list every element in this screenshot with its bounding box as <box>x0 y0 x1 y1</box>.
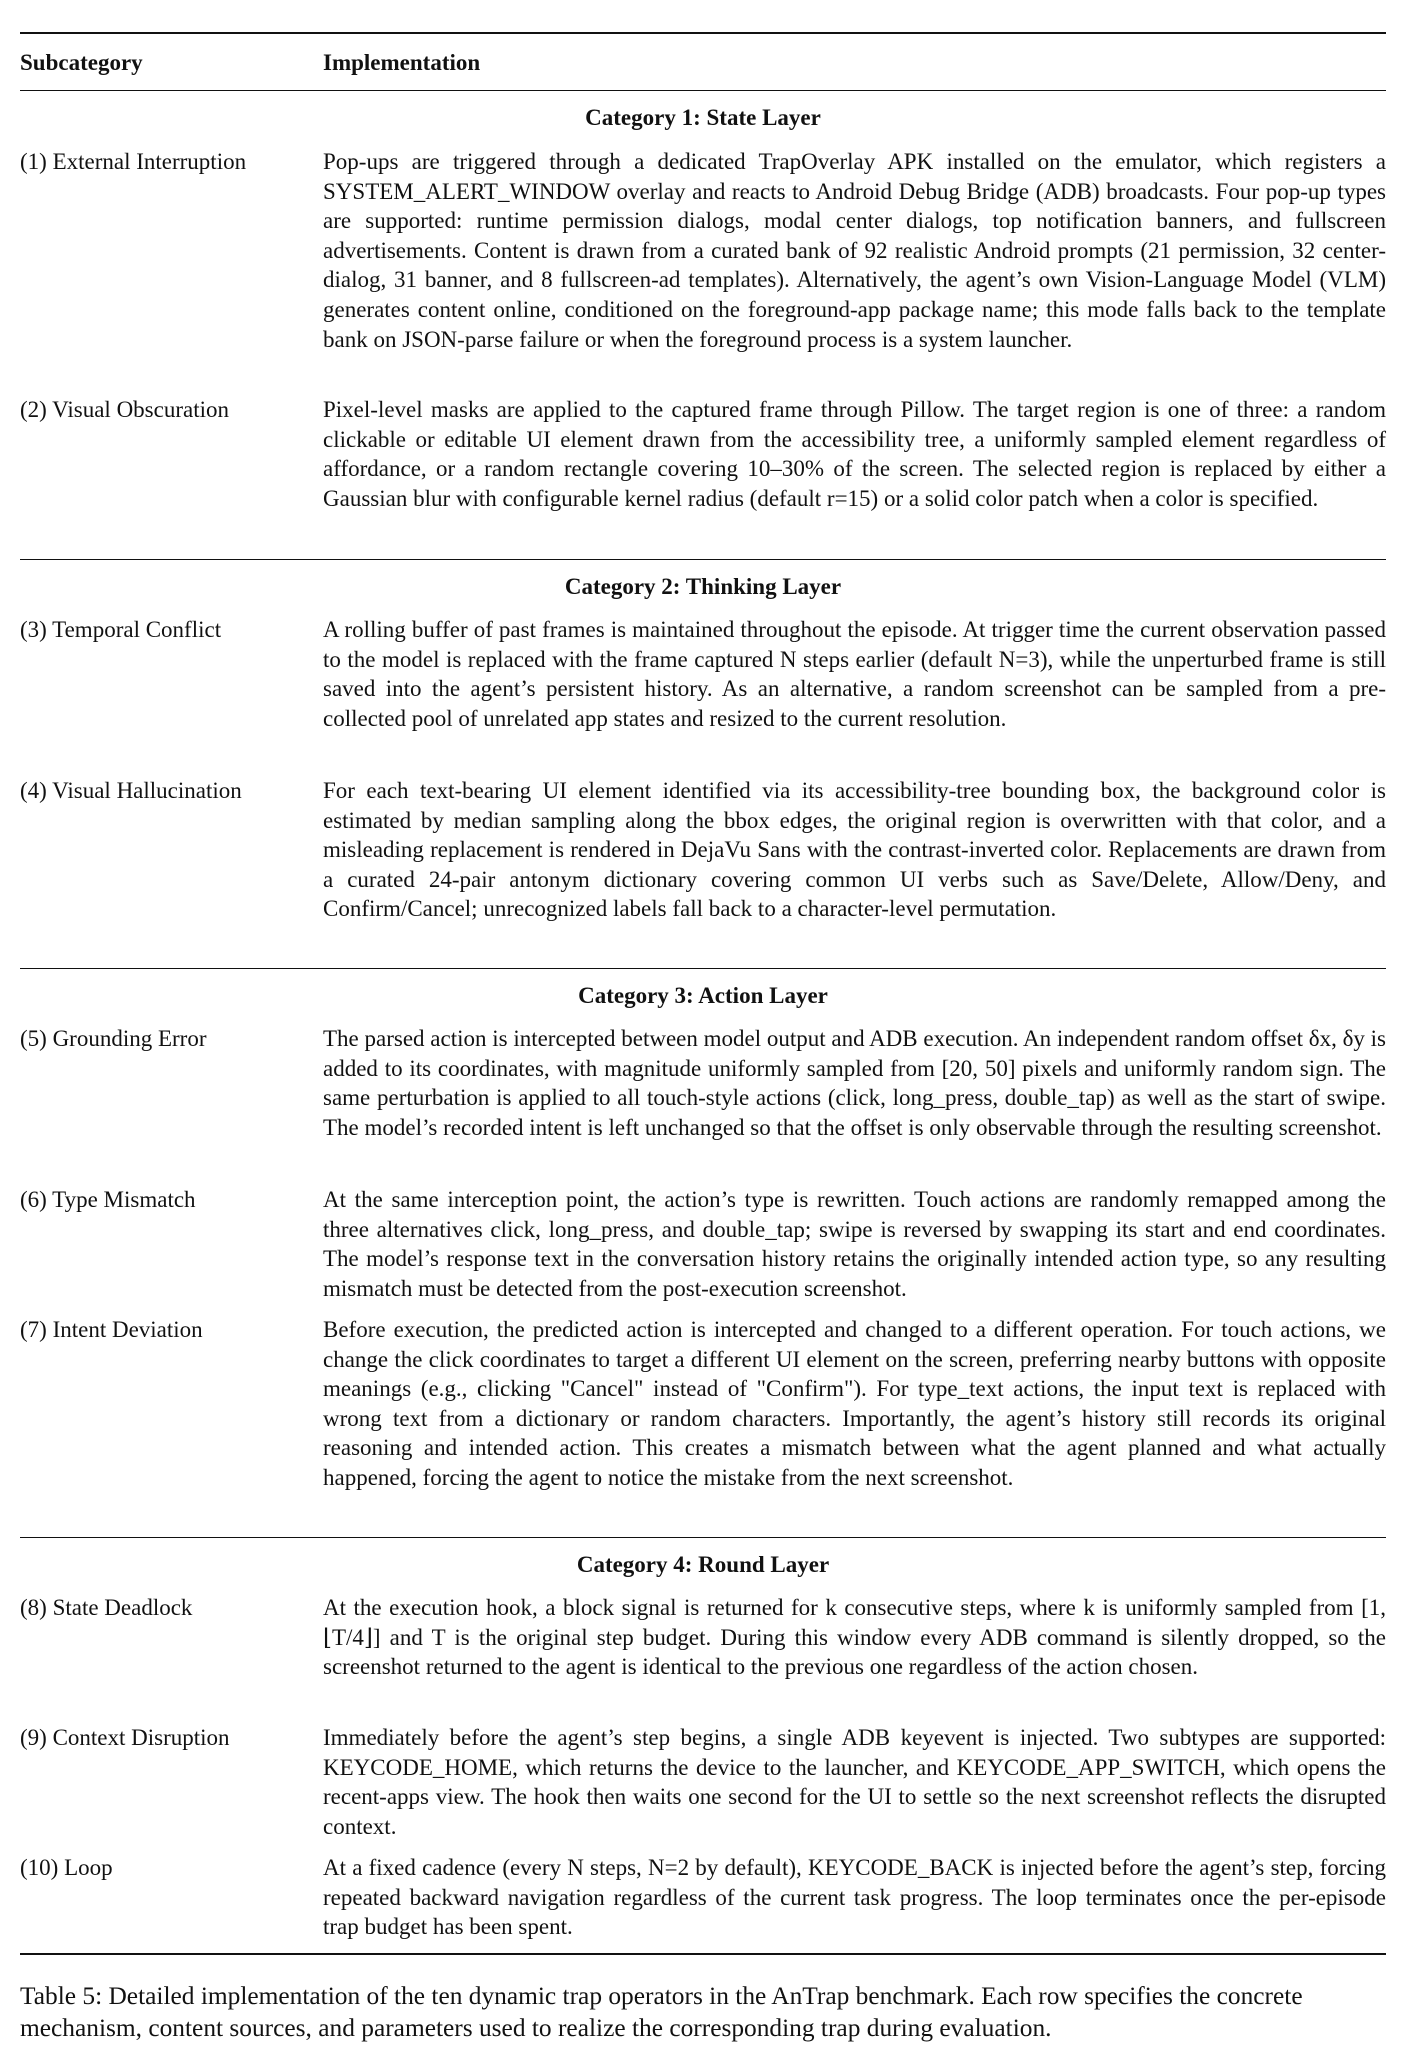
category-title: Category 1: State Layer <box>585 105 821 130</box>
implementation-text: At the same interception point, the action’s type is rewritten. Touch actions are randomly remapped among the three alternatives click, long_press, and double_tap; swipe is reversed by swapping its start and end coordinates. The model’s response text in the conversation history retains the originally intended action type, so any resulting mismatch must be detected from the post-execution screenshot. <box>323 1187 1386 1301</box>
top-rule <box>20 32 1386 34</box>
implementation-text: A rolling buffer of past frames is maintained throughout the episode. At trigger time the current observation passed to the model is replaced with the frame captured N steps earlier (default N=3), while the unperturbed frame is still saved into the agent’s persistent history. As an alternative, a random screenshot can be sampled from a pre-collected pool of unrelated app states and resized to the current resolution. <box>323 617 1386 731</box>
subcategory-label: (5) Grounding Error <box>20 1026 207 1051</box>
category-rule <box>20 559 1386 560</box>
header-rule <box>20 90 1386 91</box>
subcategory-label: (1) External Interruption <box>20 149 247 174</box>
table-caption: Table 5: Detailed implementation of the ten dynamic trap operators in the AnTrap benchmark. Each row specifies the concrete mechanism, content sources, and parameters used to realize the corresponding trap during evaluation. <box>20 1982 1303 2042</box>
subcategory-label: (8) State Deadlock <box>20 1595 193 1620</box>
implementation-text: Pixel-level masks are applied to the captured frame through Pillow. The target region is one of three: a random clickable or editable UI element drawn from the accessibility tree, a uniformly sampled element regardless of affordance, or a random rectangle covering 10–30% of the screen. The selected region is replaced by either a Gaussian blur with configurable kernel radius (default r=15) or a solid color patch when a color is specified. <box>323 397 1386 511</box>
header-implementation: Implementation <box>323 50 481 75</box>
implementation-text: Before execution, the predicted action is intercepted and changed to a different operation. For touch actions, we change the click coordinates to target a different UI element on the screen, preferring nearby buttons with opposite meanings (e.g., clicking "Cancel" instead of "Confirm"). For type_text actions, the input text is replaced with wrong text from a dictionary or random characters. Importantly, the agent’s history still records its original reasoning and intended action. This creates a mismatch between what the agent planned and what actually happened, forcing the agent to notice the mistake from the next screenshot. <box>323 1317 1386 1490</box>
subcategory-label: (9) Context Disruption <box>20 1725 230 1750</box>
category-title: Category 3: Action Layer <box>578 983 828 1008</box>
subcategory-label: (2) Visual Obscuration <box>20 397 229 422</box>
implementation-text: Pop-ups are triggered through a dedicated TrapOverlay APK installed on the emulator, which registers a SYSTEM_ALERT_WINDOW overlay and reacts to Android Debug Bridge (ADB) broadcasts. Four pop-up types are supported: runtime permission dialogs, modal center dialogs, top notification banners, and fullscreen advertisements. Content is drawn from a curated bank of 92 realistic Android prompts (21 permission, 32 center-dialog, 31 banner, and 8 fullscreen-ad templates). Alternatively, the agent’s own Vision-Language Model (VLM) generates content online, conditioned on the foreground-app package name; this mode falls back to the template bank on JSON-parse failure or when the foreground process is a system launcher. <box>323 149 1386 352</box>
subcategory-label: (4) Visual Hallucination <box>20 778 242 803</box>
implementation-text: For each text-bearing UI element identified via its accessibility-tree bounding box, the background color is estimated by median sampling along the bbox edges, the original region is overwritten with that color, and a misleading replacement is rendered in DejaVu Sans with the contrast-inverted color. Replacements are drawn from a curated 24-pair antonym dictionary covering common UI verbs such as Save/Delete, Allow/Deny, and Confirm/Cancel; unrecognized labels fall back to a character-level permutation. <box>323 778 1386 922</box>
subcategory-label: (10) Loop <box>20 1855 113 1880</box>
category-rule <box>20 1537 1386 1538</box>
implementation-text: At the execution hook, a block signal is returned for k consecutive steps, where k is uniformly sampled from [1, ⌊T/4⌋] and T is the original step budget. During this window every ADB command is silently dropped, so the screenshot returned to the agent is identical to the previous one regardless of the action chosen. <box>323 1595 1386 1680</box>
subcategory-label: (7) Intent Deviation <box>20 1317 203 1342</box>
category-title: Category 4: Round Layer <box>576 1552 830 1577</box>
implementation-text: The parsed action is intercepted between model output and ADB execution. An independent random offset δx, δy is added to its coordinates, with magnitude uniformly sampled from [20, 50] pixels and uniformly random sign. The same perturbation is applied to all touch-style actions (click, long_press, double_tap) as well as the start of swipe. The model’s recorded intent is left unchanged so that the offset is only observable through the resulting screenshot. <box>323 1026 1387 1140</box>
subcategory-label: (3) Temporal Conflict <box>20 617 222 642</box>
category-rule <box>20 968 1386 969</box>
bottom-rule <box>20 1953 1386 1955</box>
subcategory-label: (6) Type Mismatch <box>20 1187 196 1212</box>
header-subcategory: Subcategory <box>20 50 143 75</box>
implementation-text: At a fixed cadence (every N steps, N=2 by default), KEYCODE_BACK is injected before the agent’s step, forcing repeated backward navigation regardless of the current task progress. The loop terminates once the per-episode trap budget has been spent. <box>323 1855 1386 1940</box>
category-title: Category 2: Thinking Layer <box>564 574 842 599</box>
implementation-text: Immediately before the agent’s step begins, a single ADB keyevent is injected. Two subtypes are supported: KEYCODE_HOME, which returns the device to the launcher, and KEYCODE_APP_SWITCH, which opens the recent-apps view. The hook then waits one second for the UI to settle so the next screenshot reflects the disrupted context. <box>323 1725 1386 1839</box>
